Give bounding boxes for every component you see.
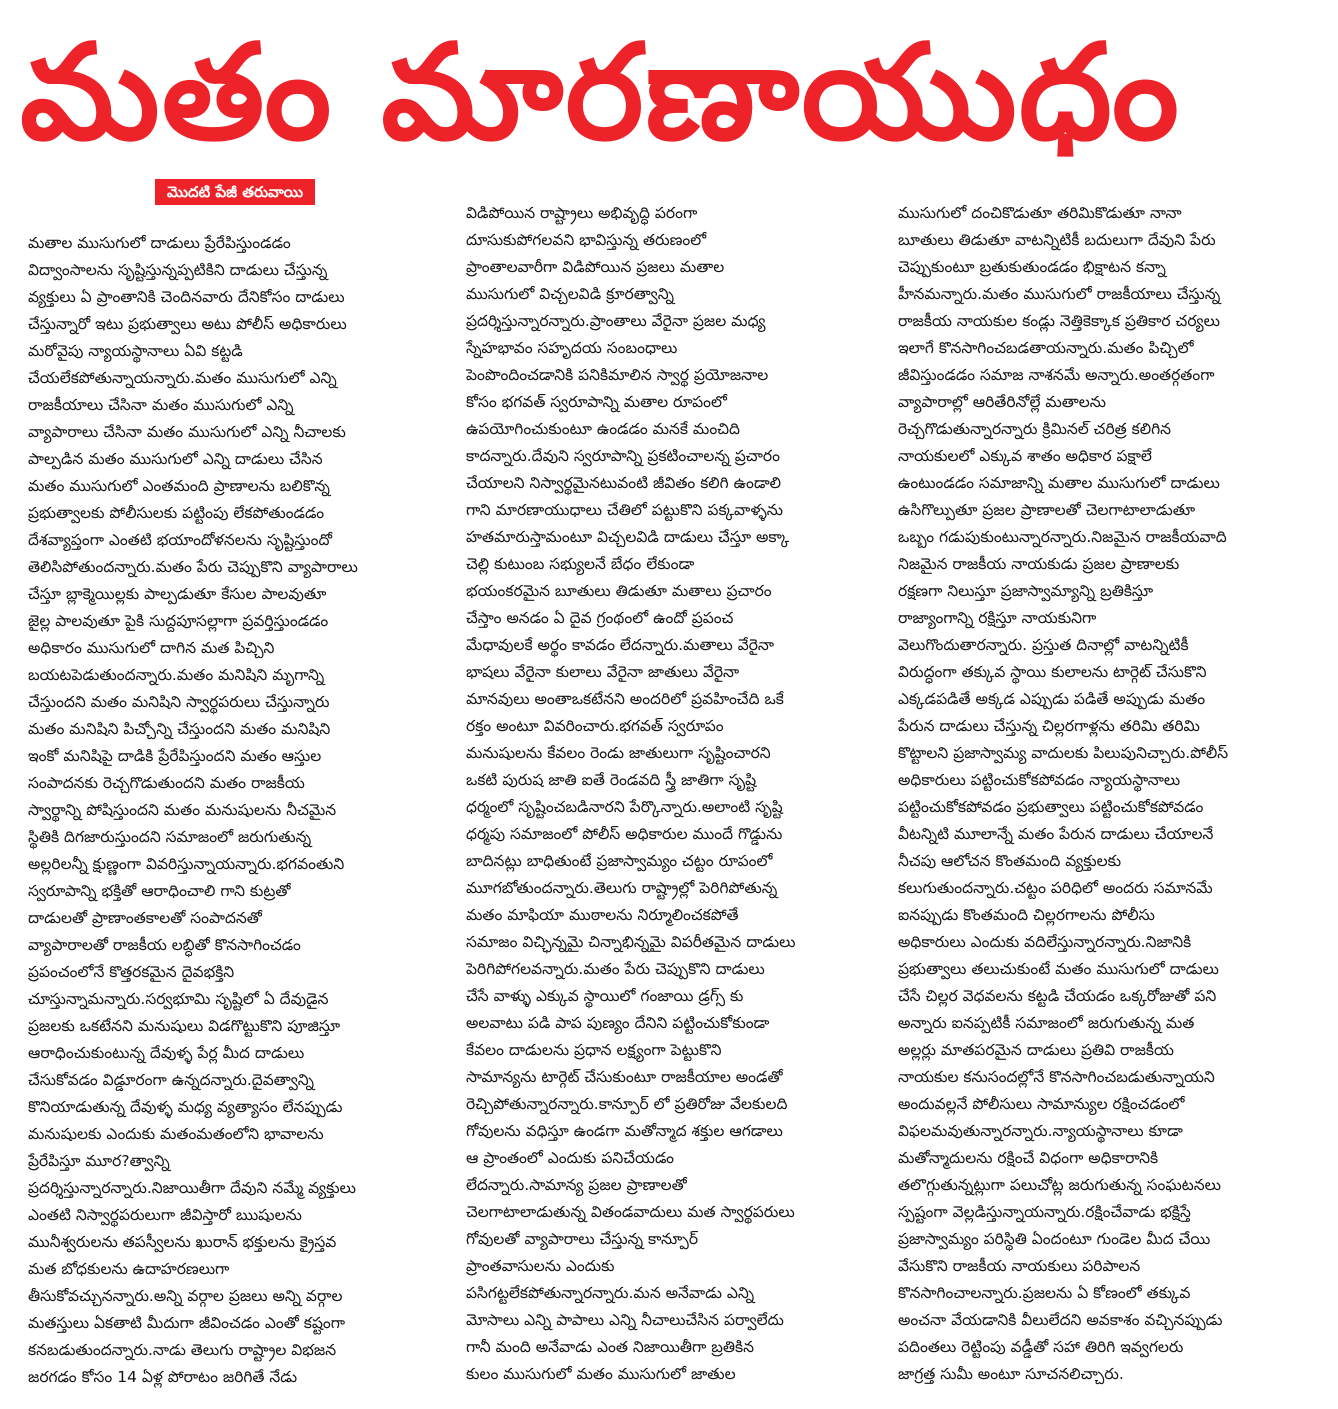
article-line: మత బోధకులను ఉదాహరణలుగా: [28, 1260, 230, 1278]
article-line: జరగడం కోసం 14 ఏళ్ల పోరాటం జరిగితే నేడు: [28, 1368, 298, 1386]
article-line: మూగబోతుందన్నారు.తెలుగు రాష్ట్రాల్లో పెరిగిపోతున్న: [466, 879, 778, 897]
article-line: అధికారం ముసుగులో దాగిన మత పిచ్చిని: [28, 639, 275, 657]
article-line: స్పష్టంగా వెల్లడిస్తున్నాయన్నారు.రక్షించేవాడు భక్షిస్తే: [898, 1203, 1191, 1221]
article-line: పేరున దాడులు చేస్తున్న చిల్లరగాళ్లను తరిమి తరిమి: [898, 717, 1200, 735]
article-line: విడిపోయిన రాష్ట్రాలు అభివృద్ధి పరంగా: [466, 204, 698, 222]
article-line: మతాల ముసుగులో దాడులు ప్రేరేపిస్తుండడం: [28, 234, 291, 252]
article-line: విరుద్ధంగా తక్కువ స్థాయి కులాలను టార్గెట్ చేసుకొని: [898, 663, 1207, 681]
article-line: దూసుకుపోగలవని భావిస్తున్న తరుణంలో: [466, 231, 707, 249]
article-line: వేసుకొని రాజకీయ నాయకులు పరిపాలన: [898, 1257, 1141, 1275]
article-line: కోసం భగవత్ స్వరూపాన్ని మతాల రూపంలో: [466, 393, 727, 411]
article-line: రక్తం అంటూ వివరించారు.భగవత్ స్వరూపం: [466, 717, 724, 735]
article-line: గాని మారణాయుధాలు చేతిలో పట్టుకొని పక్కవాళ్ళను: [466, 501, 783, 519]
article-line: ప్రజలకు ఒకటేనని మనుషులు విడగొట్టుకొని పూజిస్తూ: [28, 1017, 341, 1035]
article-line: భాషలు వేరైనా కులాలు వేరైనా జాతులు వేరైనా: [466, 663, 740, 681]
article-line: ఉంటుండడం సమాజాన్ని మతాల ముసుగులో దాడులు: [898, 474, 1220, 492]
article-line: చెప్పుకుంటూ బ్రతుకుతుండడం భిక్షాటన కన్నా: [898, 258, 1166, 276]
article-line: ప్రదర్శిస్తున్నారన్నారు.ప్రాంతాలు వేరైనా ప్రజల మధ్య: [466, 312, 766, 330]
article-line: కులం ముసుగులో మతం ముసుగులో జాతుల: [466, 1365, 736, 1383]
article-line: లేదన్నారు.సామాన్య ప్రజల ప్రాణాలతో: [466, 1176, 687, 1194]
headline: మతం మారణాయుధం: [20, 16, 1181, 170]
article-line: స్వార్థాన్ని పోషిస్తుందని మతం మనుషులను నీచమైన: [28, 801, 337, 819]
article-line: కొట్టాలని ప్రజాస్వామ్య వాదులకు పిలుపునిచ్చారు.పోలీస్: [898, 744, 1229, 762]
article-line: అందువల్లనే పోలీసులు సామాన్యుల రక్షించడంలో: [898, 1095, 1185, 1113]
article-line: పట్టించుకోకపోవడం ప్రభుత్వాలు పట్టించుకోకపోవడం: [898, 798, 1204, 816]
article-line: వ్యాపారాలు చేసినా మతం ముసుగులో ఎన్ని నీచాలకు: [28, 423, 346, 441]
article-line: ఉసిగొల్పుతూ ప్రజల ప్రాణాలతో చెలగాటాలాడుతూ: [898, 501, 1196, 519]
article-line: సంపాదనకు రెచ్చగొడుతుందని మతం రాజకీయ: [28, 774, 305, 792]
article-line: స్వరూపాన్ని భక్తితో ఆరాధించాలి గాని కుట్రతో: [28, 882, 291, 900]
article-line: దాడులతో ప్రాణాంతకాలతో సంపాదనతో: [28, 909, 262, 927]
article-line: మేధావులకే అర్థం కావడం లేదన్నారు.మతాలు వేరైనా: [466, 636, 775, 654]
article-line: వీటన్నిటి మూలాన్నే మతం పేరున దాడులు చేయాలనే: [898, 825, 1214, 843]
article-line: వ్యక్తులు ఏ ప్రాంతానికి చెందినవారు దేనికోసం దాడులు: [28, 288, 345, 306]
article-line: ఎక్కడపడితే అక్కడ ఎప్పుడు పడితే అప్పుడు మతం: [898, 690, 1206, 708]
article-line: సామాన్యను టార్గెట్ చేసుకుంటూ రాజకీయాల అండతో: [466, 1068, 783, 1086]
article-line: రాజకీయాలు చేసినా మతం ముసుగులో ఎన్ని: [28, 396, 294, 414]
article-line: నీచపు ఆలోచన కొంతమంది వ్యక్తులకు: [898, 852, 1122, 870]
article-line: సమాజం విచ్ఛిన్నమై చిన్నాభిన్నమై విపరీతమైన దాడులు: [466, 933, 796, 951]
article-line: జాగ్రత్త సుమీ అంటూ సూచనలిచ్చారు.: [898, 1365, 1124, 1383]
article-line: అల్లర్లు మాతపరమైన దాడులు ప్రతివి రాజకీయ: [898, 1041, 1174, 1059]
article-line: జైల్ల పాలవుతూ పైకి సుద్దపూసల్లాగా ప్రవర్తిస్తుండడం: [28, 612, 329, 630]
article-line: చేస్తుందని మతం మనిషిని స్వార్థపరులు చేస్తున్నారు: [28, 693, 330, 711]
article-line: కనబడుతుందన్నారు.నాడు తెలుగు రాష్ట్రాల విభజన: [28, 1341, 337, 1359]
article-line: చేస్తున్నారో ఇటు ప్రభుత్వాలు అటు పోలీస్ అధికారులు: [28, 315, 347, 333]
article-line: ఆరాధించుకుంటున్న దేవుళ్ళ పేర్ల మీద దాడులు: [28, 1044, 305, 1062]
article-line: అలవాటు పడి పాప పుణ్యం దేనిని పట్టించుకోకుండా: [466, 1014, 770, 1032]
article-line: అల్లరిలన్నీ క్షుణ్ణంగా వివరిస్తున్నాయన్నారు.భగవంతుని: [28, 855, 345, 873]
article-line: అన్నారు ఐనప్పటికీ సమాజంలో జరుగుతున్న మత: [898, 1014, 1195, 1032]
article-line: ప్రభుత్వాలకు పోలీసులకు పట్టింపు లేకపోతుండడం: [28, 504, 325, 522]
article-line: రెచ్చగొడుతున్నారన్నారు క్రిమినల్ చరిత్ర కలిగిన: [898, 420, 1172, 438]
article-line: భయంకరమైన బూతులు తిడుతూ మతాలు ప్రచారం: [466, 582, 772, 600]
article-line: మానవులు అంతాఒకటేనని అందరిలో ప్రవహించేది ఒకే: [466, 690, 784, 708]
article-line: చెలగాటాలాడుతున్న వితండవాదులు మత స్వార్థపరులు: [466, 1203, 795, 1221]
article-line: బయటపెడుతుందన్నారు.మతం మనిషిని మృగాన్ని: [28, 666, 325, 684]
article-line: కొనసాగించాలన్నారు.ప్రజలను ఏ కోణంలో తక్కువ: [898, 1284, 1191, 1302]
article-line: కలుగుతుందన్నారు.చట్టం పరిధిలో అందరు సమానమే: [898, 879, 1213, 897]
article-line: పెంపొందించడానికి పనికిమాలిన స్వార్థ ప్రయోజనాల: [466, 366, 769, 384]
article-line: ఆ ప్రాంతంలో ఎందుకు పనిచేయడం: [466, 1149, 675, 1167]
article-line: మతోన్మాదులను రక్షించే విధంగా అధికారానికి: [898, 1149, 1159, 1167]
article-line: నాయకుల కనుసందల్లోనే కొనసాగించబడుతున్నాయని: [898, 1068, 1215, 1086]
article-line: బాదినట్లు బాధితుంటే ప్రజాస్వామ్యం చట్టం రూపంలో: [466, 852, 773, 870]
article-line: ముసుగులో దంచికొడుతూ తరిమికొడుతూ నానా: [898, 204, 1182, 222]
article-line: చేసుకోవడం విడ్డూరంగా ఉన్నదన్నారు.దైవత్వాన్ని: [28, 1071, 314, 1089]
article-line: కేవలం దాడులను ప్రధాన లక్ష్యంగా పెట్టుకొని: [466, 1041, 722, 1059]
article-line: బూతులు తిడుతూ వాటన్నిటికీ బదులుగా దేవుని పేరు: [898, 231, 1216, 249]
continuation-label: మొదటి పేజీ తరువాయి: [155, 179, 315, 205]
article-line: చేసే చిల్లర వెధవలను కట్టడి చేయడం ఒక్కరోజుతో పని: [898, 987, 1217, 1005]
article-line: తెలిసిపోతుందన్నారు.మతం పేరు చెప్పుకొని వ్యాపారాలు: [28, 558, 358, 576]
article-line: జీవిస్తుండడం సమాజ నాశనమే అన్నారు.అంతర్గతంగా: [898, 366, 1215, 384]
article-line: గోవులను వధిస్తూ ఉండగా మతోన్మాద శక్తుల ఆగడాలు: [466, 1122, 783, 1140]
article-line: గోవులతో వ్యాపారాలు చేస్తున్న కాన్పూర్: [466, 1230, 699, 1248]
article-line: విద్వాంసాలను సృష్టిస్తున్నప్పటికిని దాడులు చేస్తున్న: [28, 261, 328, 279]
article-line: రెచ్చిపోతున్నారన్నారు.కాన్పూర్ లో ప్రతిరోజు వేలకులది: [466, 1095, 788, 1113]
article-line: వ్యాపారాలతో రాజకీయ లబ్ధితో కొనసాగించడం: [28, 936, 301, 954]
article-line: పాల్పడిన మతం ముసుగులో ఎన్ని దాడులు చేసిన: [28, 450, 323, 468]
article-line: ఉపయోగించుకుంటూ ఉండడం మనకే మంచిది: [466, 420, 740, 438]
article-line: ప్రభుత్వాలు తలుచుకుంటే మతం ముసుగులో దాడులు: [898, 960, 1219, 978]
article-line: ధర్మపు సమాజంలో పోలీస్ అధికారుల ముందే గొడ్డును: [466, 825, 783, 843]
article-line: ఇంకో మనిషిపై దాడికి ప్రేరేపిస్తుందని మతం ఆస్తుల: [28, 747, 322, 765]
article-line: మరోవైపు న్యాయస్థానాలు ఏవి కట్టడి: [28, 342, 243, 360]
article-line: చేస్తాం అనడం ఏ దైవ గ్రంథంలో ఉందో ప్రపంచ: [466, 609, 734, 627]
article-line: మునీశ్వరులను తపస్వీలను ఖురాన్ భక్తులను క్రైస్తవ: [28, 1233, 337, 1251]
article-line: ప్రాంతాలవారీగా విడిపోయిన ప్రజలు మతాల: [466, 258, 725, 276]
article-line: ప్రేరేపిస్తూ మూర?త్వాన్ని: [28, 1152, 170, 1170]
article-column-1: [28, 230, 448, 1391]
article-column-2: [466, 200, 878, 1388]
article-line: అంచనా వేయడానికి వీలులేదని అవకాశం వచ్చినప్పుడు: [898, 1311, 1223, 1329]
article-line: మతం మనిషిని పిచ్చోన్ని చేస్తుందని మతం మనిషిని: [28, 720, 331, 738]
article-line: పదింతలు రెట్టింపు వడ్డీతో సహా తిరిగి ఇవ్వగలరు: [898, 1338, 1184, 1356]
article-line: ప్రపంచంలోనే కొత్తరకమైన దైవభక్తిని: [28, 963, 235, 981]
article-line: విఫలమవుతున్నారన్నారు.న్యాయస్థానాలు కూడా: [898, 1122, 1183, 1140]
article-line: స్నేహభావం సహృదయ సంబంధాలు: [466, 339, 678, 357]
article-line: పసిగట్టలేకపోతున్నారన్నారు.మన అనేవాడు ఎన్ని: [466, 1284, 755, 1302]
article-line: అధికారులు ఎందుకు వదిలేస్తున్నారన్నారు.నిజానికి: [898, 933, 1192, 951]
article-line: పెరిగిపోగలవన్నారు.మతం పేరు చెప్పుకొని దాడులు: [466, 960, 765, 978]
article-line: ఒకటి పురుష జాతి ఐతే రెండవది స్త్రీ జాతిగా సృష్టి: [466, 771, 757, 789]
article-line: ప్రాంతవాసులను ఎందుకు: [466, 1257, 615, 1275]
article-line: గానీ మంది అనేవాడు ఎంత నిజాయితీగా బ్రతికిన: [466, 1338, 754, 1356]
article-line: ప్రజాస్వామ్యం పరిస్థితి ఏందంటూ గుండెల మీద చేయి: [898, 1230, 1211, 1248]
article-line: మతస్తులు ఏకతాటి మీదుగా జీవించడం ఎంతో కష్టంగా: [28, 1314, 346, 1332]
article-line: మనుషులకు ఎందుకు మతంమతంలోని భావాలను: [28, 1125, 324, 1143]
article-line: రక్షణగా నిలుస్తూ ప్రజాస్వామ్యాన్ని బ్రతికిస్తూ: [898, 582, 1154, 600]
article-line: హీనమన్నారు.మతం ముసుగులో రాజకీయాలు చేస్తున్న: [898, 285, 1221, 303]
article-column-3: [898, 200, 1318, 1388]
article-line: నాయకులలో ఎక్కువ శాతం అధికార పక్షాలే: [898, 447, 1152, 465]
article-line: ముసుగులో విచ్చలవిడి క్రూరత్వాన్ని: [466, 285, 674, 303]
article-line: తలొగ్గుతున్నట్లుగా పలుచోట్ల జరుగుతున్న సంఘటనలు: [898, 1176, 1221, 1194]
article-line: కాదన్నారు.దేవుని స్వరూపాన్ని ప్రకటించాలన్న ప్రచారం: [466, 447, 780, 465]
article-line: హతమారుస్తామంటూ విచ్చలవిడి దాడులు చేస్తూ అక్కా: [466, 528, 790, 546]
article-line: రాజ్యాంగాన్ని రక్షిస్తూ నాయకునిగా: [898, 609, 1097, 627]
article-line: స్థితికి దిగజారుస్తుందని సమాజంలో జరుగుతున్న: [28, 828, 312, 846]
article-line: మనుషులను కేవలం రెండు జాతులుగా సృష్టించారని: [466, 744, 771, 762]
article-line: చేసే వాళ్ళు ఎక్కువ స్థాయిలో గంజాయి డ్రగ్స్ కు: [466, 987, 744, 1005]
article-line: వ్యాపారాల్లో ఆరితేరినోల్లే మతాలను: [898, 393, 1106, 411]
article-line: ఐనప్పుడు కొంతమంది చిల్లరగాలను పోలీసు: [898, 906, 1155, 924]
article-line: మతం ముసుగులో ఎంతమంది ప్రాణాలను బలికొన్న: [28, 477, 330, 495]
article-line: ఇలాగే కొనసాగించబడతాయన్నారు.మతం పిచ్చిలో: [898, 339, 1194, 357]
article-line: రాజకీయ నాయకుల కండ్లు నెత్తికెక్కాక ప్రతికార చర్యలు: [898, 312, 1220, 330]
article-line: నిజమైన రాజకీయ నాయకుడు ప్రజల ప్రాణాలకు: [898, 555, 1180, 573]
article-line: ప్రదర్శిస్తున్నారన్నారు.నిజాయితీగా దేవుని నమ్మే వ్యక్తులు: [28, 1179, 356, 1197]
article-line: మతం మాఫియా ముఠాలను నిర్మూలించకపోతే: [466, 906, 739, 924]
article-line: వెలుగొందుతారన్నారు. ప్రస్తుత దినాల్లో వాటన్నిటికీ: [898, 636, 1189, 654]
article-line: చెల్లి కుటుంబ సభ్యులనే బేధం లేకుండా: [466, 555, 695, 573]
article-line: కొనియాడుతున్న దేవుళ్ళ మధ్య వ్యత్యాసం లేనప్పుడు: [28, 1098, 343, 1116]
article-line: ధర్మంలో సృష్టించబడినారని పేర్కొన్నారు.అలాంటి సృష్టి: [466, 798, 783, 816]
article-line: ఒబ్బం గడుపుకుంటున్నారన్నారు.నిజమైన రాజకీయవాది: [898, 528, 1227, 546]
article-line: అధికారులు పట్టించుకోకపోవడం న్యాయస్థానాలు: [898, 771, 1181, 789]
article-line: ఎంతటి నిస్వార్థపరులుగా జీవిస్తారో ఋషులను: [28, 1206, 302, 1224]
article-line: చేయలేకపోతున్నాయన్నారు.మతం ముసుగులో ఎన్ని: [28, 369, 337, 387]
article-line: తీసుకోవచ్చునన్నారు.అన్ని వర్గాల ప్రజలు అన్ని వర్గాల: [28, 1287, 343, 1305]
article-line: చేస్తూ బ్లాక్మెయిల్లకు పాల్పడుతూ కేసుల పాలవుతూ: [28, 585, 327, 603]
article-line: చూస్తున్నామన్నారు.సర్వభూమి సృష్టిలో ఏ దేవుడైన: [28, 990, 329, 1008]
article-line: మోసాలు ఎన్ని పాపాలు ఎన్ని నీచాలుచేసిన పర్వాలేదు: [466, 1311, 784, 1329]
article-line: చేయాలని నిస్వార్థమైనటువంటి జీవితం కలిగి ఉండాలి: [466, 474, 782, 492]
article-line: దేశవ్యాప్తంగా ఎంతటి భయాందోళనలను సృష్టిస్తుందో: [28, 531, 332, 549]
